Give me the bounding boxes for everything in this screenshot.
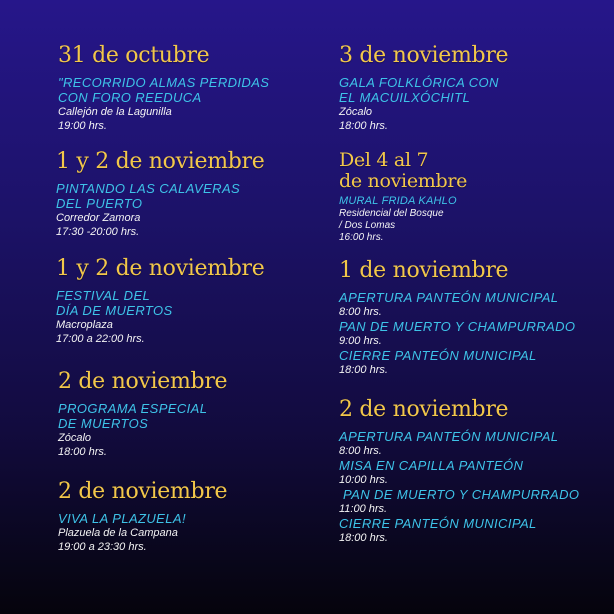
event-venue: Zócalo <box>58 432 92 444</box>
event-date: 2 de noviembre <box>339 397 509 422</box>
event-date: 2 de noviembre <box>58 369 228 394</box>
event-venue: Corredor Zamora <box>56 212 141 224</box>
event-venue-line: / Dos Lomas <box>339 220 396 231</box>
schedule-item-title: APERTURA PANTEÓN MUNICIPAL <box>339 429 559 444</box>
event-venue: Callejón de la Lagunilla <box>58 106 172 118</box>
event-date: 3 de noviembre <box>339 43 509 68</box>
event-gala <box>339 44 508 133</box>
schedule-item-time: 8:00 hrs. <box>339 306 382 318</box>
event-date: 1 y 2 de noviembre <box>56 256 265 281</box>
event-title-line: VIVA LA PLAZUELA! <box>58 511 186 526</box>
event-time: 17:30 -20:00 hrs. <box>56 226 140 238</box>
schedule-item-time: 9:00 hrs. <box>339 335 382 347</box>
event-title-line: GALA FOLKLÓRICA CON <box>339 75 499 90</box>
event-time: 18:00 hrs. <box>339 120 388 132</box>
schedule-item-time: 8:00 hrs. <box>339 445 382 457</box>
event-title-line: MURAL FRIDA KAHLO <box>339 195 457 207</box>
event-date-line: de noviembre <box>339 170 468 192</box>
event-venue: Plazuela de la Campana <box>58 527 178 539</box>
event-venue: Zócalo <box>339 106 373 118</box>
event-title-line: FESTIVAL DEL <box>56 288 151 303</box>
event-venue: Residencial del Bosque <box>339 208 444 219</box>
event-title-line: DE MUERTOS <box>58 416 149 431</box>
schedule-item-title: CIERRE PANTEÓN MUNICIPAL <box>339 516 537 531</box>
event-venue: Macroplaza <box>56 319 113 331</box>
event-date-line: Del 4 al 7 <box>339 149 429 171</box>
event-time: 19:00 hrs. <box>58 120 107 132</box>
event-title-line: CON FORO REEDUCA <box>58 90 202 105</box>
event-nov2-panteon <box>339 398 579 545</box>
schedule-item-time: 10:00 hrs. <box>339 474 388 486</box>
event-mural <box>339 150 467 244</box>
event-title-line: EL MACUILXÓCHITL <box>339 90 471 105</box>
event-date: 1 de noviembre <box>339 258 509 283</box>
schedule-item-title: PAN DE MUERTO Y CHAMPURRADO <box>339 319 576 334</box>
schedule-item-title: PAN DE MUERTO Y CHAMPURRADO <box>339 487 580 502</box>
event-oct31 <box>58 44 269 133</box>
event-time: 16:00 hrs. <box>339 232 384 243</box>
event-date: 1 y 2 de noviembre <box>56 149 265 174</box>
event-festival <box>56 257 264 346</box>
event-title-line: DÍA DE MUERTOS <box>56 303 173 318</box>
event-date: 2 de noviembre <box>58 479 228 504</box>
schedule-item-time: 18:00 hrs. <box>339 364 388 376</box>
event-title-line: PROGRAMA ESPECIAL <box>58 401 208 416</box>
event-programa-especial <box>58 370 227 459</box>
schedule-item-time: 11:00 hrs. <box>339 503 388 515</box>
event-date: 31 de octubre <box>58 43 210 68</box>
schedule-item-title: CIERRE PANTEÓN MUNICIPAL <box>339 348 537 363</box>
schedule-item-title: APERTURA PANTEÓN MUNICIPAL <box>339 290 559 305</box>
event-title-line: PINTANDO LAS CALAVERAS <box>56 181 241 196</box>
event-calaveras <box>56 150 264 239</box>
schedule-item-title: MISA EN CAPILLA PANTEÓN <box>339 458 524 473</box>
event-nov1-panteon <box>339 259 575 377</box>
event-plazuela <box>58 480 227 554</box>
schedule-item-time: 18:00 hrs. <box>339 532 388 544</box>
event-time: 17:00 a 22:00 hrs. <box>56 333 145 345</box>
event-title-line: DEL PUERTO <box>56 196 143 211</box>
event-title-line: "RECORRIDO ALMAS PERDIDAS <box>58 75 270 90</box>
event-time: 18:00 hrs. <box>58 446 107 458</box>
event-time: 19:00 a 23:30 hrs. <box>58 541 147 553</box>
